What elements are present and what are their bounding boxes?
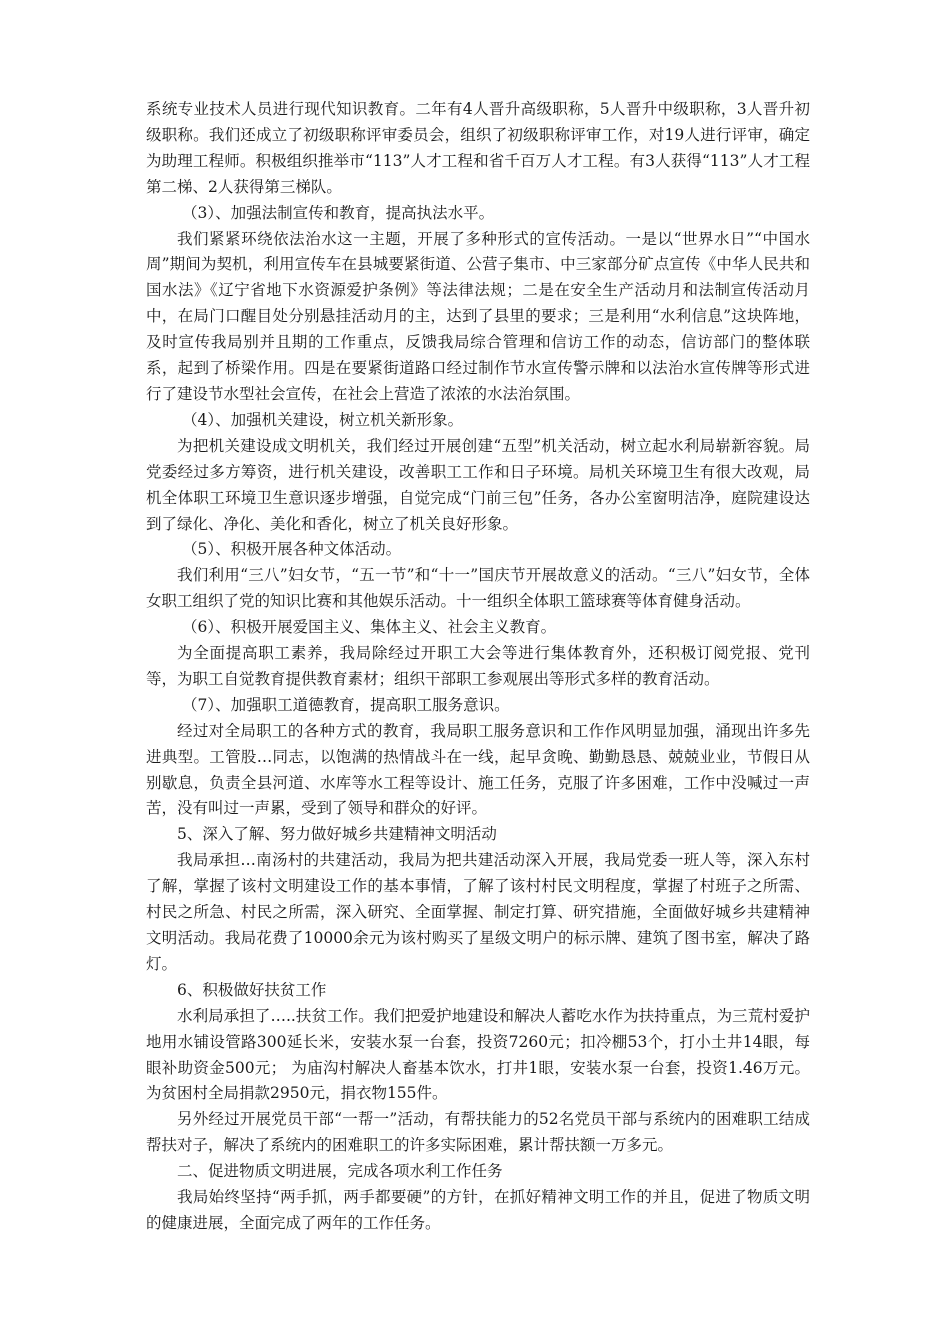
document-page (146, 97, 810, 1237)
paragraph-body: 为把机关建设成文明机关，我们经过开展创建“五型”机关活动，树立起水利局崭新容貌。局党委经过多方筹资，进行机关建设，改善职工工作和日子环境。局机关环境卫生有很大改观，局机全体职工环境卫生意识逐步增强，自觉完成“门前三包”任务，各办公室窗明洁净，庭院建设达到了绿化、净化、美化和香化，树立了机关良好形象。 (146, 436, 810, 533)
section-heading: （4）、加强机关建设，树立机关新形象。 (182, 410, 464, 429)
paragraph-body: 经过对全局职工的各种方式的教育，我局职工服务意识和工作作风明显加强，涌现出许多先进典型。工管股…同志，以饱满的热情战斗在一线，起早贪晚、勤勤恳恳、兢兢业业，节假日从别歇息，负责全县河道、水库等水工程等设计、施工任务，克服了许多困难，工作中没喊过一声苦，没有叫过一声累，受到了领导和群众的好评。 (146, 721, 810, 818)
paragraph-body: 我们紧紧环绕依法治水这一主题，开展了多种形式的宣传活动。一是以“世界水日”“中国水周”期间为契机，利用宣传车在县城要紧街道、公营子集市、中三家部分矿点宣传《中华人民共和国水法》《辽宁省地下水资源爱护条例》等法律法规；二是在安全生产活动月和法制宣传活动月中，在局门口醒目处分别悬挂活动月的主，达到了县里的要求；三是利用“水利信息”这块阵地，及时宣传我局别并且期的工作重点，反馈我局综合管理和信访工作的动态，信访部门的整体联系，起到了桥梁作用。四是在要紧街道路口经过制作节水宣传警示牌和以法治水宣传牌等形式进行了建设节水型社会宣传，在社会上营造了浓浓的水法治氛围。 (146, 229, 810, 403)
section-heading: 二、促进物质文明进展，完成各项水利工作任务 (177, 1162, 503, 1181)
paragraph-body: 系统专业技术人员进行现代知识教育。二年有4人晋升高级职称，5人晋升中级职称，3人晋升初级职称。我们还成立了初级职称评审委员会，组织了初级职称评审工作，对19人进行评审，确定为助理工程师。积极组织推举市“113”人才工程和省千百万人才工程。有3人获得“113”人才工程第二梯、2人获得第三梯队。 (146, 100, 810, 196)
paragraph-body: 我局承担…南汤村的共建活动，我局为把共建活动深入开展，我局党委一班人等，深入东村了解，掌握了该村文明建设工作的基本事情，了解了该村村民文明程度，掌握了村班子之所需、村民之所急、村民之所需，深入研究、全面掌握、制定打算、研究措施，全面做好城乡共建精神文明活动。我局花费了10000余元为该村购买了星级文明户的标示牌、建筑了图书室，解决了路灯。 (146, 851, 810, 973)
paragraph-body: 水利局承担了…..扶贫工作。我们把爱护地建设和解决人蓄吃水作为扶持重点，为三荒村爱护地用水铺设管路300延长米，安装水泵一台套，投资7260元；扣冷棚53个，打小土井14眼，每眼补助资金500元； 为庙沟村解决人畜基本饮水，打井1眼，安装水泵一台套，投资1.46万元。为贫困村全局捐款2950元，捐衣物155件。 (146, 1006, 810, 1103)
paragraph-body: 我局始终坚持“两手抓，两手都要硬”的方针，在抓好精神文明工作的并且，促进了物质文明的健康进展，全面完成了两年的工作任务。 (146, 1188, 810, 1232)
section-heading: （6）、积极开展爱国主义、集体主义、社会主义教育。 (182, 618, 557, 637)
section-heading: （5）、积极开展各种文体活动。 (182, 540, 402, 559)
paragraph-body: 我们利用“三八”妇女节，“五一节”和“十一”国庆节开展故意义的活动。“三八”妇女节，全体女职工组织了党的知识比赛和其他娱乐活动。十一组织全体职工篮球赛等体育健身活动。 (146, 566, 810, 611)
section-heading: （7）、加强职工道德教育，提高职工服务意识。 (182, 695, 510, 714)
paragraph-body: 另外经过开展党员干部“一帮一”活动，有帮扶能力的52名党员干部与系统内的困难职工结成帮扶对子，解决了系统内的困难职工的许多实际困难，累计帮扶额一万多元。 (146, 1110, 810, 1155)
paragraph-body: 为全面提高职工素养，我局除经过开职工大会等进行集体教育外，还积极订阅党报、党刊等，为职工自觉教育提供教育素材；组织干部职工参观展出等形式多样的教育活动。 (146, 644, 810, 688)
section-heading: 5、深入了解、努力做好城乡共建精神文明活动 (177, 825, 497, 844)
section-heading: （3）、加强法制宣传和教育，提高执法水平。 (182, 203, 495, 222)
section-heading: 6、积极做好扶贫工作 (177, 980, 327, 999)
